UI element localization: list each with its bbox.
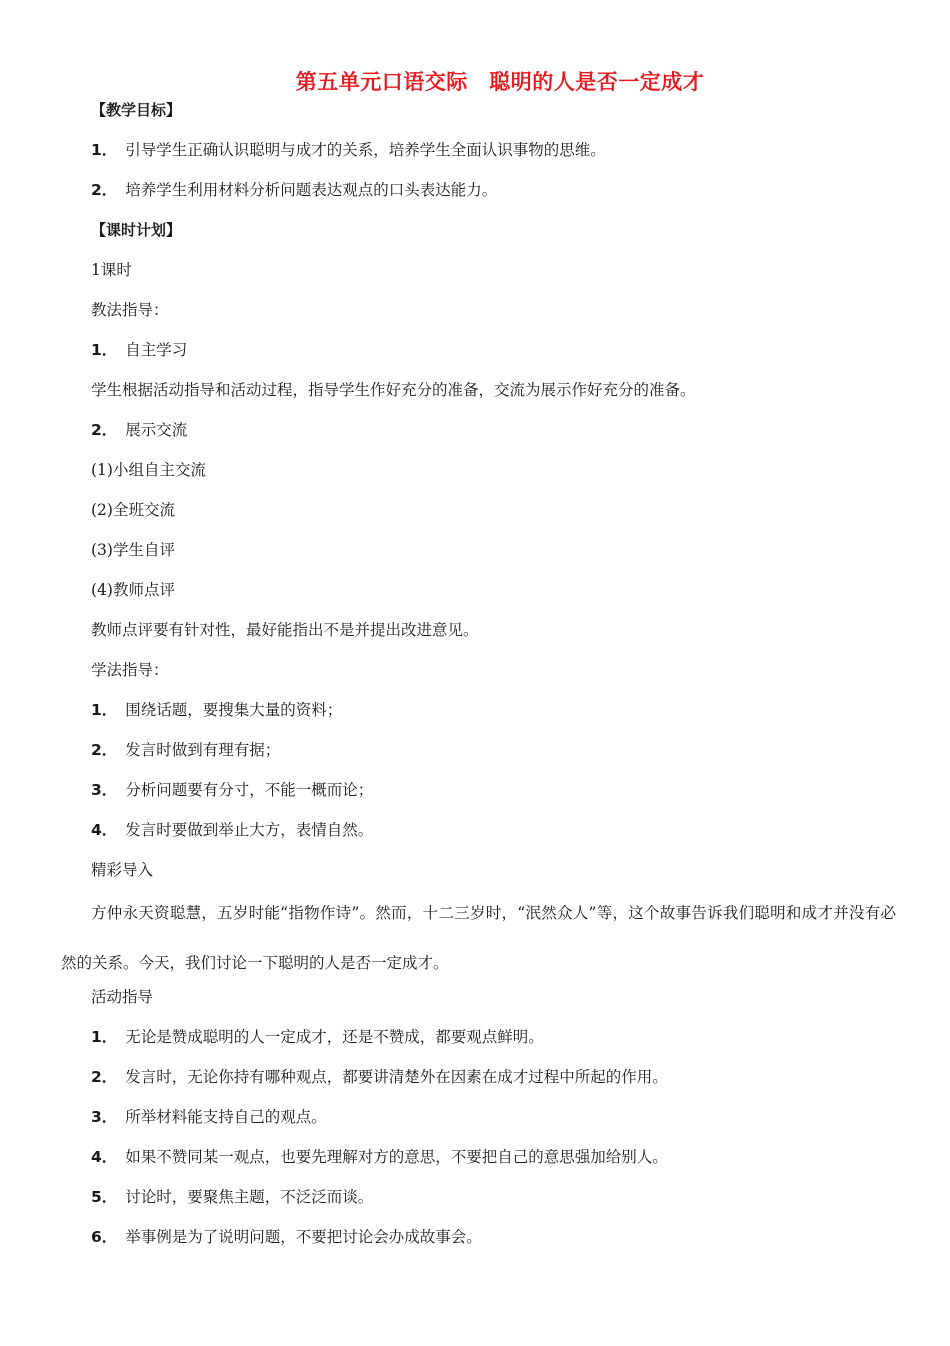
- learn-item: [91, 700, 342, 720]
- goal-text: 培养学生利用材料分析问题表达观点的口头表达能力。: [125, 181, 498, 199]
- learn-item-number: 3．: [91, 781, 118, 799]
- activity-item-text: 无论是赞成聪明的人一定成才，还是不赞成，都要观点鲜明。: [125, 1028, 544, 1046]
- activity-item-number: 6．: [91, 1228, 118, 1246]
- teach-item-text: 展示交流: [125, 421, 188, 439]
- learn-method-heading: 学法指导：: [91, 661, 169, 679]
- goal-item: [91, 140, 606, 160]
- teach-item-number: 1．: [91, 341, 118, 359]
- intro-heading: 精彩导入: [91, 861, 154, 879]
- teach-item: [91, 420, 187, 440]
- goal-number: 2．: [91, 181, 118, 199]
- learn-item: [91, 740, 280, 760]
- activity-item-text: 如果不赞同某一观点，也要先理解对方的意思，不要把自己的意思强加给别人。: [125, 1148, 668, 1166]
- learn-item: [91, 820, 373, 840]
- teach-item-text: 学生根据活动指导和活动过程，指导学生作好充分的准备，交流为展示作好充分的准备。: [91, 381, 696, 399]
- teach-item-number: 2．: [91, 421, 118, 439]
- learn-item-text: 围绕话题，要搜集大量的资料；: [125, 701, 343, 719]
- activity-item: [91, 1067, 668, 1087]
- learn-item-number: 2．: [91, 741, 118, 759]
- plan-hours: 1课时: [91, 261, 132, 279]
- activity-item: [91, 1107, 327, 1127]
- teach-method-heading: 教法指导：: [91, 301, 169, 319]
- activity-item-text: 发言时，无论你持有哪种观点，都要讲清楚外在因素在成才过程中所起的作用。: [125, 1068, 668, 1086]
- intro-paragraph: 方仲永天资聪慧，五岁时能“指物作诗”。然而，十二三岁时，“泯然众人”等，这个故事告诉我们聪明和成才并没有必然的关系。今天，我们讨论一下聪明的人是否一定成才。: [61, 904, 896, 972]
- teach-item-text: 自主学习: [125, 341, 188, 359]
- learn-item-text: 分析问题要有分寸，不能一概而论；: [125, 781, 374, 799]
- activity-item-number: 5．: [91, 1188, 118, 1206]
- activity-item-number: 3．: [91, 1108, 118, 1126]
- teach-sub-item: (2)全班交流: [91, 501, 175, 519]
- teach-item: [91, 340, 187, 360]
- goals-heading: 【教学目标】: [91, 101, 182, 119]
- activity-heading: 活动指导: [91, 988, 154, 1006]
- goal-number: 1．: [91, 141, 118, 159]
- goal-item: [91, 180, 497, 200]
- goal-text: 引导学生正确认识聪明与成才的关系，培养学生全面认识事物的思维。: [125, 141, 606, 159]
- page-title: 第五单元口语交际 聪明的人是否一定成才: [295, 70, 705, 94]
- teach-sub-item: (1)小组自主交流: [91, 461, 206, 479]
- plan-heading: 【课时计划】: [91, 221, 182, 239]
- activity-item-number: 2．: [91, 1068, 118, 1086]
- activity-item: [91, 1027, 544, 1047]
- activity-item: [91, 1147, 668, 1167]
- activity-item-number: 4．: [91, 1148, 118, 1166]
- teach-sub-item: (3)学生自评: [91, 541, 175, 559]
- activity-item-text: 所举材料能支持自己的观点。: [125, 1108, 327, 1126]
- learn-item-number: 4．: [91, 821, 118, 839]
- activity-item: [91, 1187, 373, 1207]
- activity-item-number: 1．: [91, 1028, 118, 1046]
- activity-item: [91, 1227, 482, 1247]
- teach-item-text: 教师点评要有针对性，最好能指出不是并提出改进意见。: [91, 621, 479, 639]
- activity-item-text: 讨论时，要聚焦主题，不泛泛而谈。: [125, 1188, 374, 1206]
- teach-sub-item: (4)教师点评: [91, 581, 175, 599]
- learn-item-text: 发言时要做到举止大方，表情自然。: [125, 821, 374, 839]
- activity-item-text: 举事例是为了说明问题，不要把讨论会办成故事会。: [125, 1228, 482, 1246]
- learn-item: [91, 780, 373, 800]
- learn-item-text: 发言时做到有理有据；: [125, 741, 281, 759]
- learn-item-number: 1．: [91, 701, 118, 719]
